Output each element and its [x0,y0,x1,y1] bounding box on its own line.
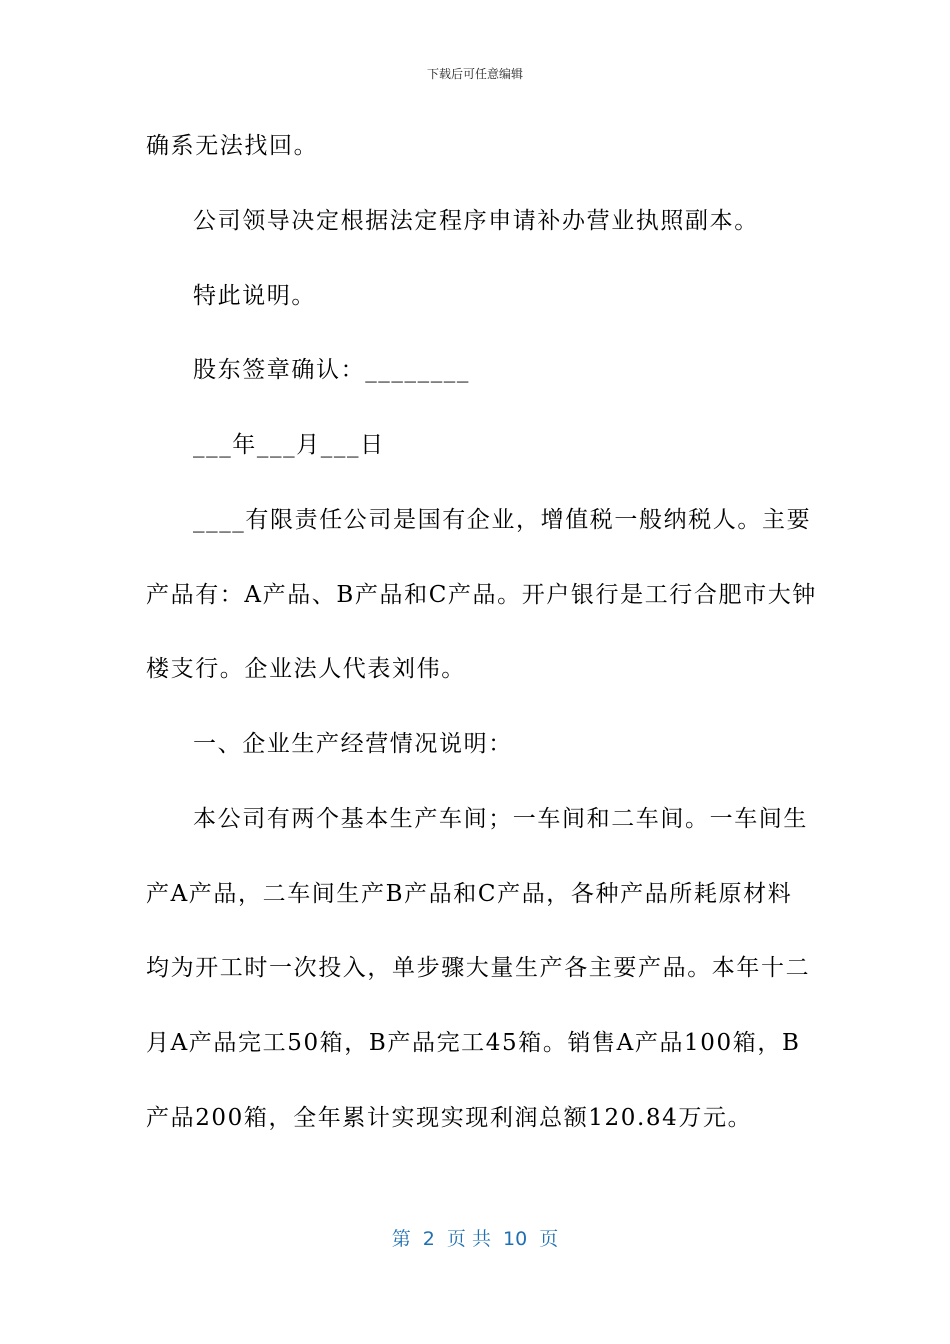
paragraph-line: 本公司有两个基本生产车间；一车间和二车间。一车间生 [193,806,808,832]
page-header: 下载后可任意编辑 [426,67,523,81]
paragraph-line: 特此说明。 [193,283,316,309]
paragraph-line: 楼支行。企业法人代表刘伟。 [146,656,466,682]
paragraph-line: 公司领导决定根据法定程序申请补办营业执照副本。 [193,208,759,234]
paragraph-line: 股东签章确认：________ [193,357,470,383]
paragraph-line: 均为开工时一次投入，单步骤大量生产各主要产品。本年十二 [146,955,811,981]
section-heading: 一、企业生产经营情况说明： [193,731,513,757]
paragraph-line: 产A产品，二车间生产B产品和C产品，各种产品所耗原材料 [146,881,793,907]
page-number-footer: 第 2 页 共 10 页 [391,1228,559,1250]
paragraph-line: 月A产品完工50箱，B产品完工45箱。销售A产品100箱，B [146,1030,801,1056]
paragraph-line: 产品有：A产品、B产品和C产品。开户银行是工行合肥市大钟 [146,582,817,608]
paragraph-line: ____有限责任公司是国有企业，增值税一般纳税人。主要 [193,507,812,533]
paragraph-line: 确系无法找回。 [146,133,319,159]
date-line: ___年___月___日 [193,432,385,458]
paragraph-line: 产品200箱，全年累计实现实现利润总额120.84万元。 [146,1105,753,1131]
